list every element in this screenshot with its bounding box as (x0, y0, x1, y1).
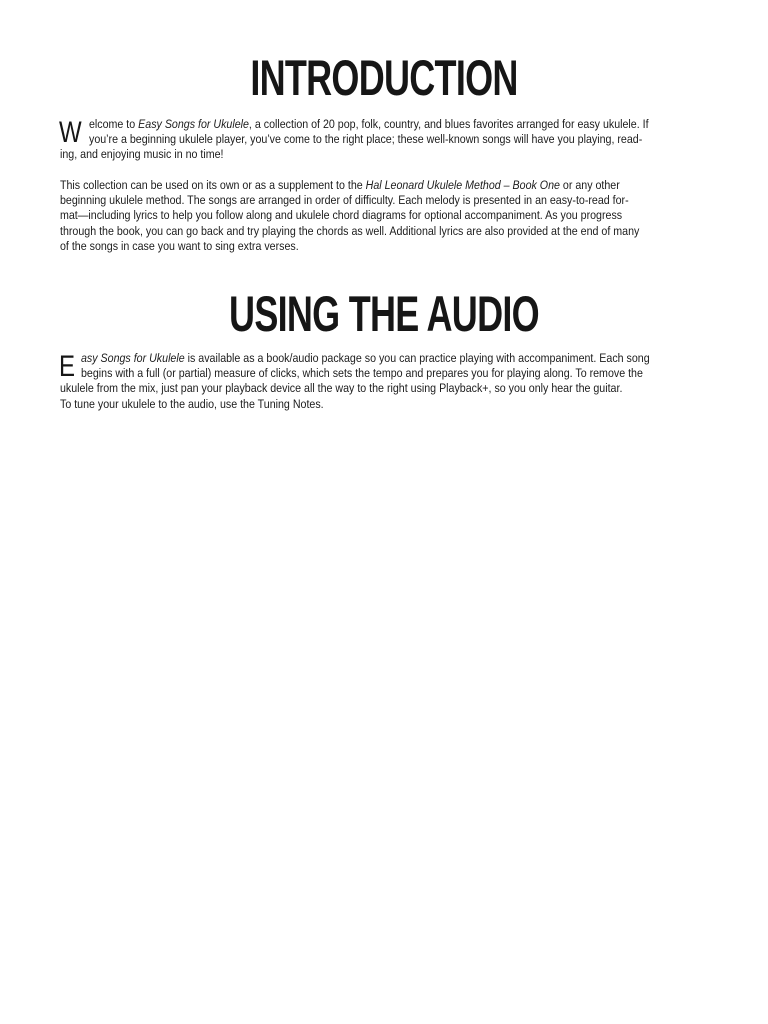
book-title-italic: asy Songs for Ukulele (81, 351, 185, 365)
text-run: elcome to (89, 117, 139, 131)
text-line (60, 178, 696, 193)
text-line: you’re a beginning ukulele player, you’ve come to the right place; these well-known songs will have you playing, read- (89, 132, 643, 147)
introduction-paragraph-1 (60, 117, 696, 163)
text-run: , a collection of 20 pop, folk, country, and blues favorites arranged for easy ukulele. If (249, 117, 649, 131)
book-title-italic: Easy Songs for Ukulele (138, 117, 250, 131)
book-title-italic: Hal Leonard Ukulele Method – Book One (365, 178, 560, 192)
text-line: ing, and enjoying music in no time! (60, 147, 224, 162)
text-line (60, 117, 696, 132)
text-line (60, 351, 696, 366)
text-run: This collection can be used on its own or as a supplement to the (60, 178, 366, 192)
text-line: through the book, you can go back and try playing the chords as well. Additional lyrics are also provided at the end of many (60, 223, 640, 238)
text-line: mat—including lyrics to help you follow along and ukulele chord diagrams for optional accompaniment. As you progress (60, 208, 623, 223)
audio-paragraph-1 (60, 351, 696, 412)
introduction-heading: INTRODUCTION (250, 50, 518, 106)
audio-dropcap: E (59, 350, 76, 383)
text-line: beginning ukulele method. The songs are arranged in order of difficulty. Each melody is presented in an easy-to-read for- (60, 193, 629, 208)
introduction-dropcap: W (59, 116, 82, 149)
text-run: is available as a book/audio package so you can practice playing with accompaniment. Each song (184, 351, 650, 365)
using-the-audio-heading: USING THE AUDIO (229, 286, 539, 342)
text-run: or any other (559, 178, 620, 192)
text-line: of the songs in case you want to sing extra verses. (60, 238, 299, 253)
introduction-paragraph-2 (60, 178, 696, 254)
text-line: To tune your ukulele to the audio, use the Tuning Notes. (60, 396, 324, 411)
text-line: begins with a full (or partial) measure of clicks, which sets the tempo and prepares you for playing along. To remove the (81, 366, 643, 381)
text-line: ukulele from the mix, just pan your playback device all the way to the right using Playback+, so you only hear the guitar. (60, 381, 623, 396)
